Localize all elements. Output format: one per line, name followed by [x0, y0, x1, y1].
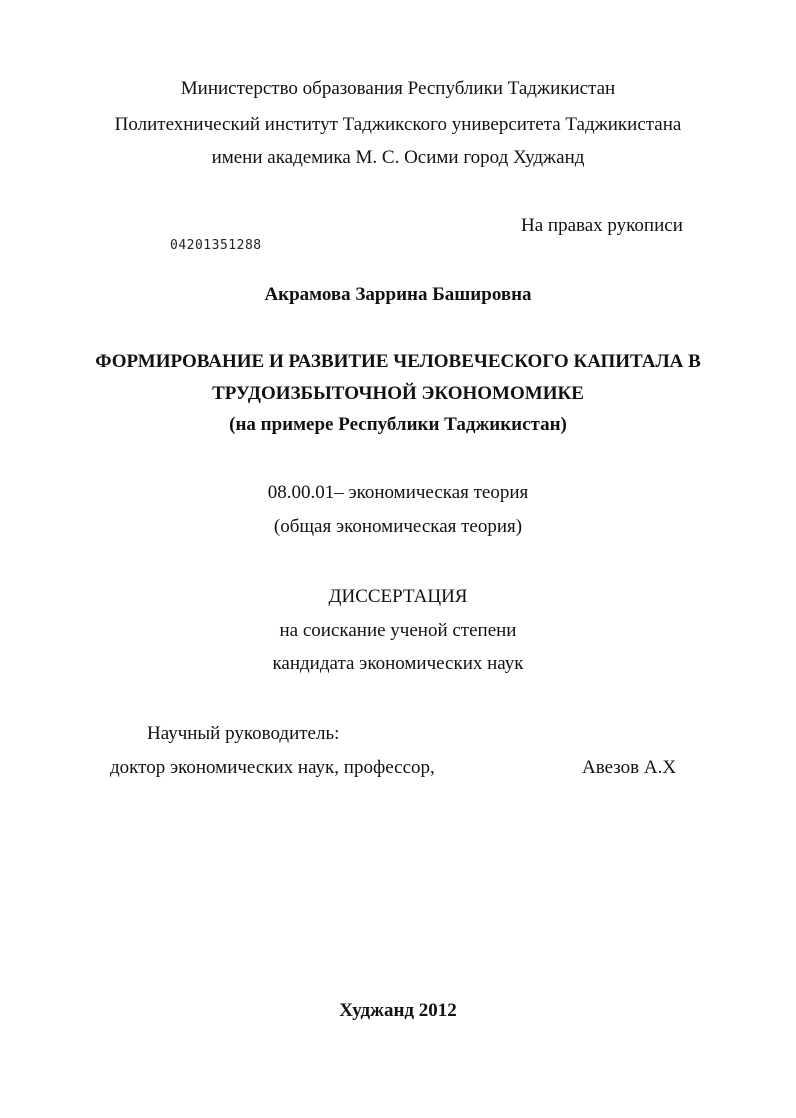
dissertation-degree: кандидата экономических наук — [272, 653, 524, 674]
ministry-line: Министерство образования Республики Таджикистан — [180, 78, 616, 99]
supervisor-title: доктор экономических наук, профессор, — [110, 757, 435, 778]
specialty-code: 08.00.01– экономическая теория — [267, 482, 529, 503]
supervisor-label: Научный руководитель: — [147, 723, 340, 744]
manuscript-note: На правах рукописи — [521, 215, 683, 236]
city-year: Худжанд 2012 — [339, 1000, 457, 1021]
specialty-name: (общая экономическая теория) — [273, 516, 523, 537]
title-line-2: ТРУДОИЗБЫТОЧНОЙ ЭКОНОМОМИКЕ — [212, 383, 584, 404]
named-after-line: имени академика М. С. Осими город Худжанд — [211, 147, 585, 168]
dissertation-purpose: на соискание ученой степени — [279, 620, 517, 641]
supervisor-name: Авезов А.Х — [582, 757, 677, 778]
title-subtitle: (на примере Республики Таджикистан) — [229, 414, 567, 435]
stamp-number: 04201351288 — [170, 238, 262, 253]
author-name: Акрамова Заррина Башировна — [264, 284, 532, 305]
dissertation-label: ДИССЕРТАЦИЯ — [328, 586, 468, 607]
title-line-1: ФОРМИРОВАНИЕ И РАЗВИТИЕ ЧЕЛОВЕЧЕСКОГО КАПИТАЛА В — [95, 351, 701, 372]
institute-line: Политехнический институт Таджикского университета Таджикистана — [114, 114, 682, 135]
